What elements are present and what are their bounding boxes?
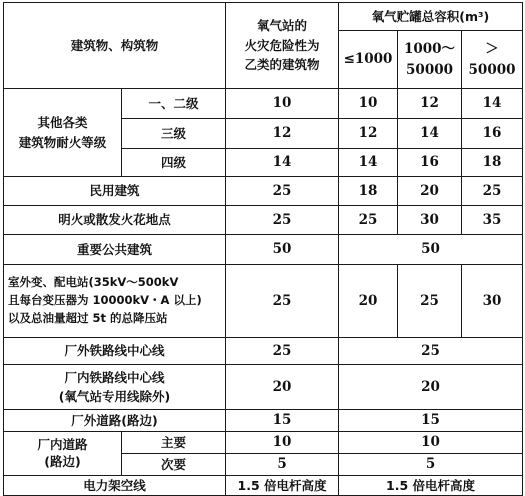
header-row-1 — [4, 3, 523, 31]
tank-value: 14 — [339, 149, 398, 177]
row-label: 厂外铁路线中心线 — [4, 338, 226, 365]
header-class-b: 氧气站的 火灾危险性为 乙类的建筑物 — [226, 3, 339, 89]
tank-value: 12 — [339, 119, 398, 149]
fire-group-label: 其他各类 建筑物耐火等级 — [4, 89, 122, 177]
table-row — [4, 475, 523, 495]
grade-label: 三级 — [122, 119, 226, 149]
tank-value: 25 — [339, 206, 398, 235]
header-volume-col-2: 1000～ 50000 — [398, 31, 462, 89]
header-tank-volume: 氧气贮罐总容积(m³) — [339, 3, 523, 31]
header-volume-col-1: ≤1000 — [339, 31, 398, 89]
class-b-value: 1.5 倍电杆高度 — [226, 475, 339, 495]
table-row — [4, 338, 523, 365]
row-label: 电力架空线 — [4, 475, 226, 495]
class-b-value: 25 — [226, 206, 339, 235]
tank-value: 12 — [398, 89, 462, 119]
road-in-label: 厂内道路 (路边) — [4, 431, 122, 475]
grade-label: 四级 — [122, 149, 226, 177]
tank-value: 30 — [398, 206, 462, 235]
tank-value: 5 — [339, 453, 523, 475]
class-b-value: 12 — [226, 119, 339, 149]
row-label: 重要公共建筑 — [4, 235, 226, 265]
class-b-value: 25 — [226, 177, 339, 206]
class-b-value: 25 — [226, 265, 339, 338]
tank-value: 20 — [339, 265, 398, 338]
header-building: 建筑物、构筑物 — [4, 3, 226, 89]
table-row — [4, 365, 523, 410]
spacing-table-sheet — [3, 2, 522, 493]
tank-value: 20 — [339, 365, 523, 410]
grade-label: 一、二级 — [122, 89, 226, 119]
tank-value: 16 — [398, 149, 462, 177]
header-volume-col-3: ＞50000 — [462, 31, 523, 89]
tank-value: 10 — [339, 431, 523, 453]
tank-value: 25 — [339, 338, 523, 365]
tank-value: 10 — [339, 89, 398, 119]
tank-value: 25 — [462, 177, 523, 206]
row-label: 室外变、配电站(35kV～500kV 且每台变压器为 10000kV・A 以上) 以及总油量超过 5t 的总降压站 — [4, 265, 226, 338]
row-label: 民用建筑 — [4, 177, 226, 206]
tank-value: 18 — [462, 149, 523, 177]
table-row — [4, 89, 523, 119]
class-b-value: 15 — [226, 410, 339, 432]
table-row — [4, 410, 523, 432]
row-label: 厂外道路(路边) — [4, 410, 226, 432]
tank-value: 16 — [462, 119, 523, 149]
tank-value: 15 — [339, 410, 523, 432]
table-row — [4, 177, 523, 206]
class-b-value: 14 — [226, 149, 339, 177]
table-row — [4, 235, 523, 265]
fire-spacing-table — [3, 2, 523, 496]
class-b-value: 25 — [226, 338, 339, 365]
tank-value: 35 — [462, 206, 523, 235]
class-b-value: 5 — [226, 453, 339, 475]
tank-value: 30 — [462, 265, 523, 338]
class-b-value: 10 — [226, 89, 339, 119]
tank-value: 14 — [462, 89, 523, 119]
tank-value: 14 — [398, 119, 462, 149]
row-label: 明火或散发火花地点 — [4, 206, 226, 235]
table-row — [4, 206, 523, 235]
tank-value: 50 — [339, 235, 523, 265]
row-label: 主要 — [122, 431, 226, 453]
tank-value: 18 — [339, 177, 398, 206]
row-label: 次要 — [122, 453, 226, 475]
table-row — [4, 265, 523, 338]
row-label: 厂内铁路线中心线 (氧气站专用线除外) — [4, 365, 226, 410]
tank-value: 20 — [398, 177, 462, 206]
table-row — [4, 431, 523, 453]
tank-value: 25 — [398, 265, 462, 338]
tank-value: 1.5 倍电杆高度 — [339, 475, 523, 495]
class-b-value: 10 — [226, 431, 339, 453]
class-b-value: 20 — [226, 365, 339, 410]
class-b-value: 50 — [226, 235, 339, 265]
